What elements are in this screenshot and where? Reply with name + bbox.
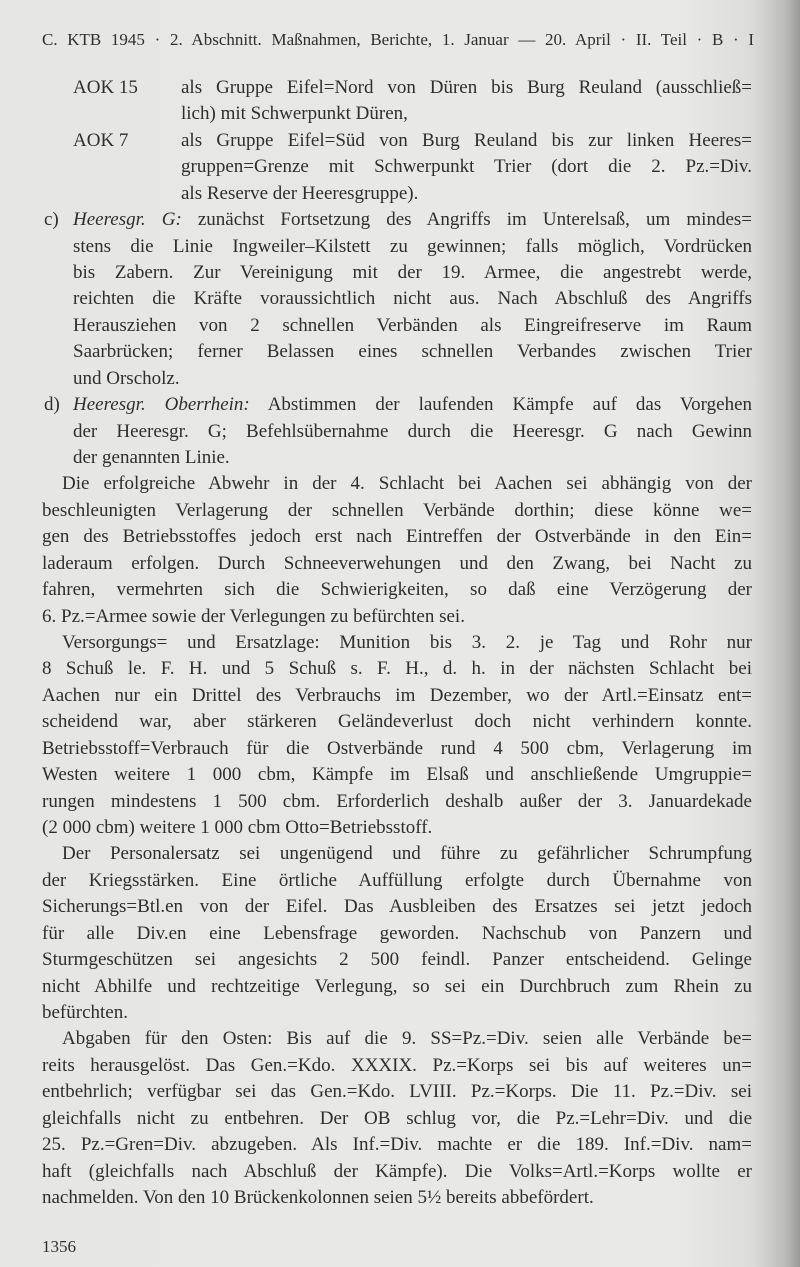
- item-heading: Heeresgr. Oberrhein:: [73, 394, 250, 415]
- paragraph-line: (2 000 cbm) weitere 1 000 cbm Otto=Betriebsstoff.: [42, 817, 433, 838]
- paragraph-line: gen des Betriebsstoffes jedoch erst nach Eintreffen der Ostverbände in den Ein=: [42, 526, 752, 547]
- item-text-line: reichten die Kräfte voraussichtlich nicht aus. Nach Abschluß des Angriffs: [73, 288, 752, 309]
- paragraph-line: nachmelden. Von den 10 Brückenkolonnen seien 5½ bereits abbefördert.: [42, 1187, 594, 1208]
- paragraph-line: Betriebsstoff=Verbrauch für die Ostverbände rund 4 500 cbm, Verlagerung im: [42, 738, 752, 759]
- item-text-line: und Orscholz.: [73, 368, 180, 389]
- paragraph-line: gleichfalls nicht zu entbehren. Der OB schlug vor, die Pz.=Lehr=Div. und die: [42, 1108, 752, 1129]
- paragraph-line: Der Personalersatz sei ungenügend und führe zu gefährlicher Schrumpfung: [62, 843, 752, 864]
- aok-label: AOK 7: [73, 130, 129, 151]
- paragraph-line: Sturmgeschützen sei angesichts 2 500 feindl. Panzer entscheidend. Gelinge: [42, 949, 752, 970]
- paragraph-line: Westen weitere 1 000 cbm, Kämpfe im Elsaß und anschließende Umgruppie=: [42, 764, 752, 785]
- paragraph-line: scheidend war, aber stärkeren Geländeverlust doch nicht verhindern konnte.: [42, 711, 752, 732]
- paragraph-line: Sicherungs=Btl.en von der Eifel. Das Ausbleiben des Ersatzes sei jetzt jedoch: [42, 896, 752, 917]
- paragraph-line: beschleunigten Verlagerung der schnellen Verbände dorthin; diese könne we=: [42, 500, 752, 521]
- item-text: zunächst Fortsetzung des Angriffs im Unterelsaß, um mindes=: [181, 209, 752, 230]
- aok-text-line: als Reserve der Heeresgruppe).: [181, 183, 419, 204]
- paragraph-line: Abgaben für den Osten: Bis auf die 9. SS=Pz.=Div. seien alle Verbände be=: [62, 1028, 752, 1049]
- paragraph-line: Aachen nur ein Drittel des Verbrauchs im Dezember, wo der Artl.=Einsatz ent=: [42, 685, 752, 706]
- paragraph-line: rungen mindestens 1 500 cbm. Erforderlich deshalb außer der 3. Januardekade: [42, 791, 752, 812]
- item-first-line: [73, 392, 752, 418]
- item-marker: c): [44, 209, 59, 230]
- paragraph-line: 25. Pz.=Gren=Div. abzugeben. Als Inf.=Div. machte er die 189. Inf.=Div. nam=: [42, 1134, 752, 1155]
- item-text-line: Saarbrücken; ferner Belassen eines schnellen Verbandes zwischen Trier: [73, 341, 752, 362]
- paragraph-line: entbehrlich; verfügbar sei das Gen.=Kdo. LVIII. Pz.=Korps. Die 11. Pz.=Div. sei: [42, 1081, 752, 1102]
- paragraph-line: fahren, vermehrten sich die Schwierigkeiten, so daß eine Verzögerung der: [42, 579, 752, 600]
- aok-text-line: gruppen=Grenze mit Schwerpunkt Trier (dort die 2. Pz.=Div.: [181, 156, 752, 177]
- aok-label: AOK 15: [73, 77, 138, 98]
- item-text-line: bis Zabern. Zur Vereinigung mit der 19. Armee, die angestrebt werde,: [73, 262, 752, 283]
- item-heading: Heeresgr. G:: [73, 209, 182, 230]
- paragraph-line: 6. Pz.=Armee sowie der Verlegungen zu befürchten sei.: [42, 606, 465, 627]
- item-text: Abstimmen der laufenden Kämpfe auf das Vorgehen: [249, 394, 752, 415]
- item-text-line: der genannten Linie.: [73, 447, 230, 468]
- paragraph-line: haft (gleichfalls nach Abschluß der Kämpfe). Die Volks=Artl.=Korps wollte er: [42, 1161, 752, 1182]
- item-text-line: der Heeresgr. G; Befehlsübernahme durch die Heeresgr. G nach Gewinn: [73, 421, 752, 442]
- paragraph-line: für alle Div.en eine Lebensfrage geworden. Nachschub von Panzern und: [42, 923, 752, 944]
- paragraph-line: nicht Abhilfe und rechtzeitige Verlegung, so sei ein Durchbruch zum Rhein zu: [42, 976, 752, 997]
- item-marker: d): [44, 394, 60, 415]
- paragraph-line: Versorgungs= und Ersatzlage: Munition bis 3. 2. je Tag und Rohr nur: [62, 632, 752, 653]
- aok-text-line: als Gruppe Eifel=Süd von Burg Reuland bis zur linken Heeres=: [181, 130, 752, 151]
- paragraph-line: befürchten.: [42, 1002, 128, 1023]
- paragraph-line: 8 Schuß le. F. H. und 5 Schuß s. F. H., d. h. in der nächsten Schlacht bei: [42, 658, 752, 679]
- page-number: 1356: [42, 1237, 76, 1256]
- paragraph-line: der Kriegsstärken. Eine örtliche Auffüllung erfolgte durch Übernahme von: [42, 870, 752, 891]
- aok-text-line: als Gruppe Eifel=Nord von Düren bis Burg Reuland (ausschließ=: [181, 77, 752, 98]
- item-text-line: Herausziehen von 2 schnellen Verbänden als Eingreifreserve im Raum: [73, 315, 752, 336]
- item-first-line: [73, 207, 752, 233]
- item-text-line: stens die Linie Ingweiler–Kilstett zu gewinnen; falls möglich, Vordrücken: [73, 236, 752, 257]
- paragraph-line: Die erfolgreiche Abwehr in der 4. Schlacht bei Aachen sei abhängig von der: [62, 473, 752, 494]
- paragraph-line: laderaum erfolgen. Durch Schneeverwehungen und den Zwang, bei Nacht zu: [42, 553, 752, 574]
- running-header: C. KTB 1945 · 2. Abschnitt. Maßnahmen, Berichte, 1. Januar — 20. April · II. Teil · B · I: [42, 30, 754, 49]
- paragraph-line: reits herausgelöst. Das Gen.=Kdo. XXXIX. Pz.=Korps sei bis auf weiteres un=: [42, 1055, 752, 1076]
- aok-text-line: lich) mit Schwerpunkt Düren,: [181, 103, 408, 124]
